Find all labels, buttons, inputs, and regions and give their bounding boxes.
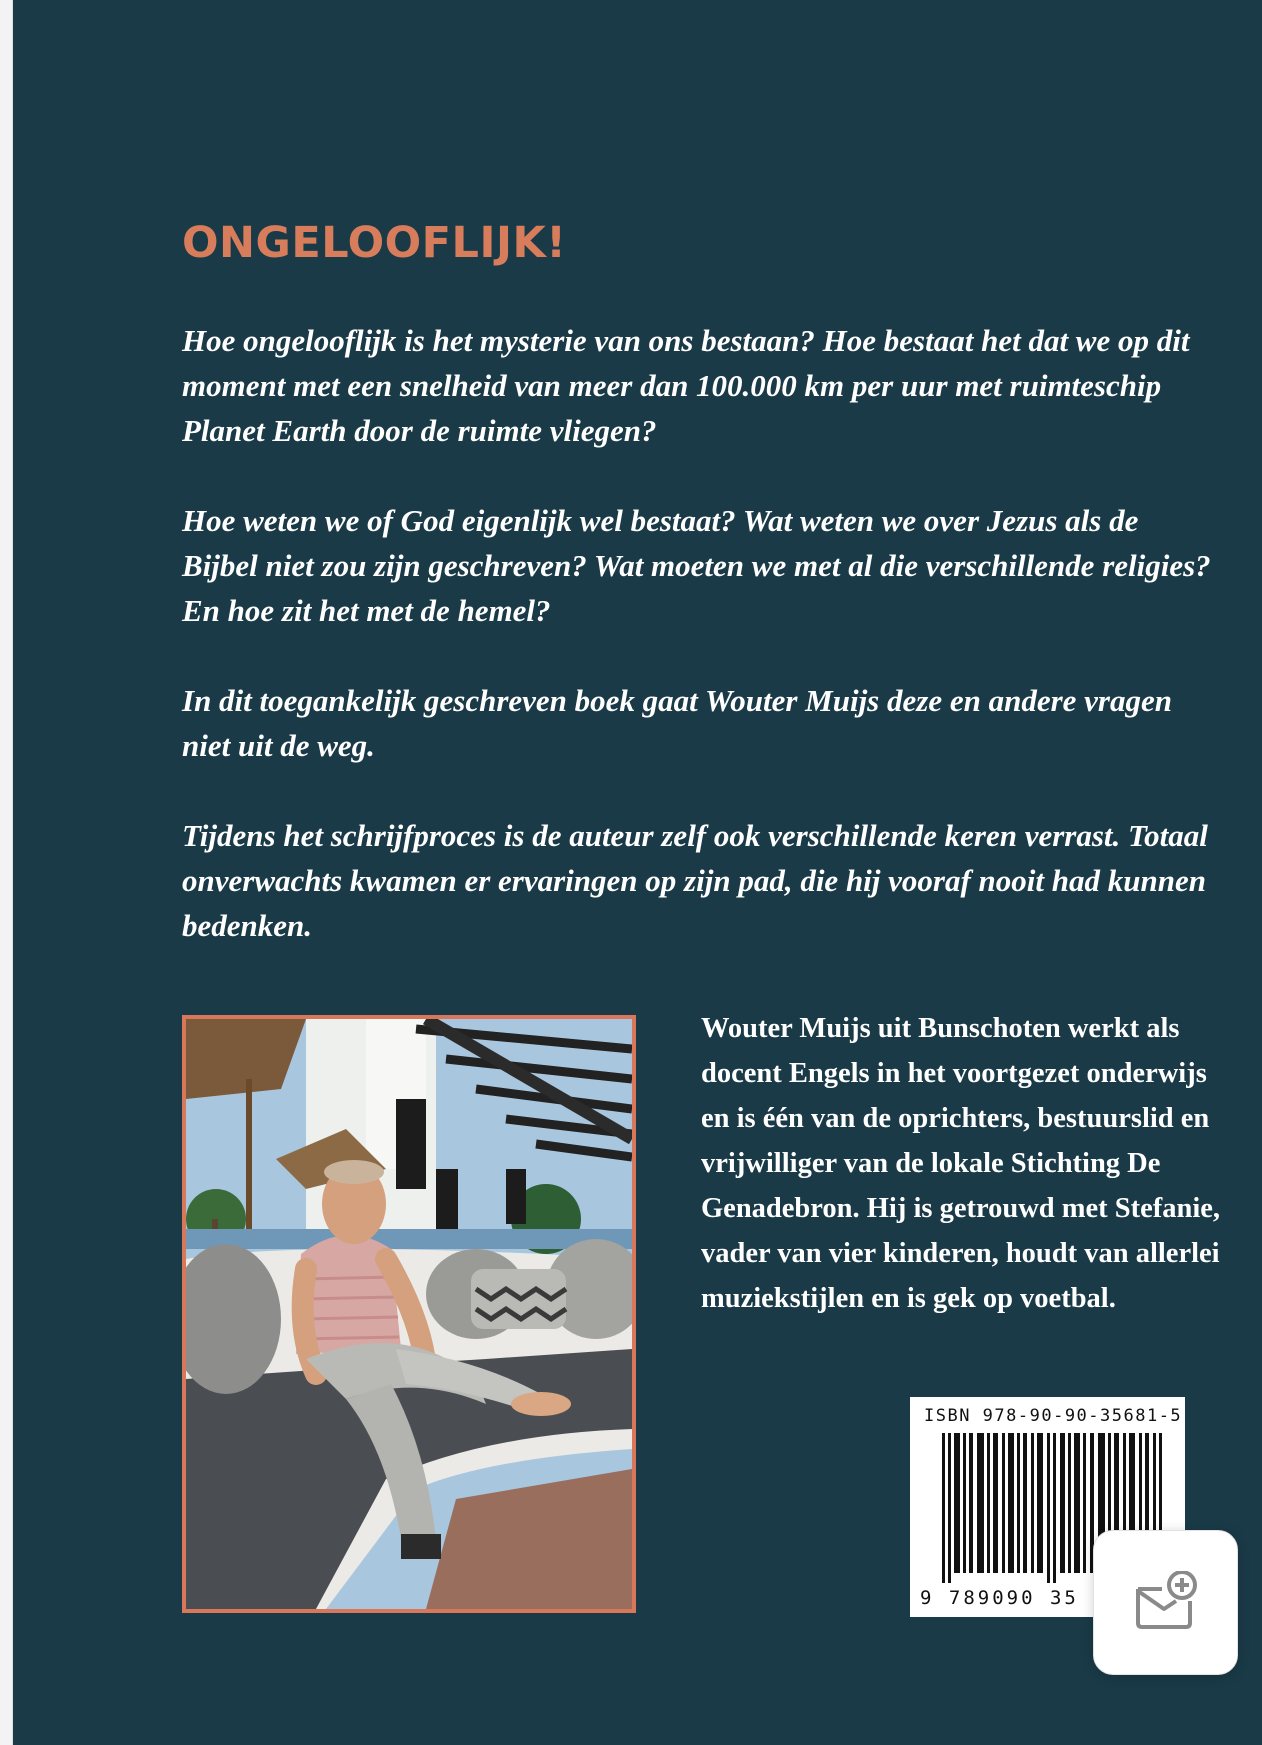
author-photo-illustration	[186, 1019, 632, 1609]
blurb-paragraph: Hoe weten we of God eigenlijk wel bestaat? Wat weten we over Jezus als de Bijbel niet zou zijn geschreven? Wat moeten we met al die verschillende religies? En hoe zit het met de hemel?	[182, 503, 1211, 628]
blurb	[182, 318, 1212, 993]
author-bio: Wouter Muijs uit Bunschoten werkt als docent Engels in het voortgezet onderwijs en is één van de oprichters, bestuurslid en vrijwilliger van de lokale Stichting De Genadebron. Hij is getrouwd met Stefanie, vader van vier kinderen, houdt van allerlei muziekstijlen en is gek op voetbal.	[701, 1013, 1221, 1314]
blurb-paragraph: Hoe ongelooflijk is het mysterie van ons bestaan? Hoe bestaat het dat we op dit moment met een snelheid van meer dan 100.000 km per uur met ruimteschip Planet Earth door de ruimte vliegen?	[182, 323, 1190, 448]
page-edge	[0, 0, 13, 1745]
isbn-label: ISBN 978-90-90-35681-5	[924, 1406, 1183, 1426]
barcode-digits: 9 789090 35	[920, 1587, 1079, 1609]
mail-add-icon	[1132, 1571, 1198, 1633]
add-to-inbox-button[interactable]	[1093, 1530, 1238, 1675]
blurb-paragraph: In dit toegankelijk geschreven boek gaat Wouter Muijs deze en andere vragen niet uit de weg.	[182, 683, 1172, 763]
book-back-cover	[13, 0, 1262, 1745]
author-photo	[182, 1015, 636, 1613]
blurb-paragraph: Tijdens het schrijfproces is de auteur zelf ook verschillende keren verrast. Totaal onverwachts kwamen er ervaringen op zijn pad, die hij vooraf nooit had kunnen bedenken.	[182, 818, 1208, 943]
book-title: ONGELOOFLIJK!	[182, 218, 567, 268]
